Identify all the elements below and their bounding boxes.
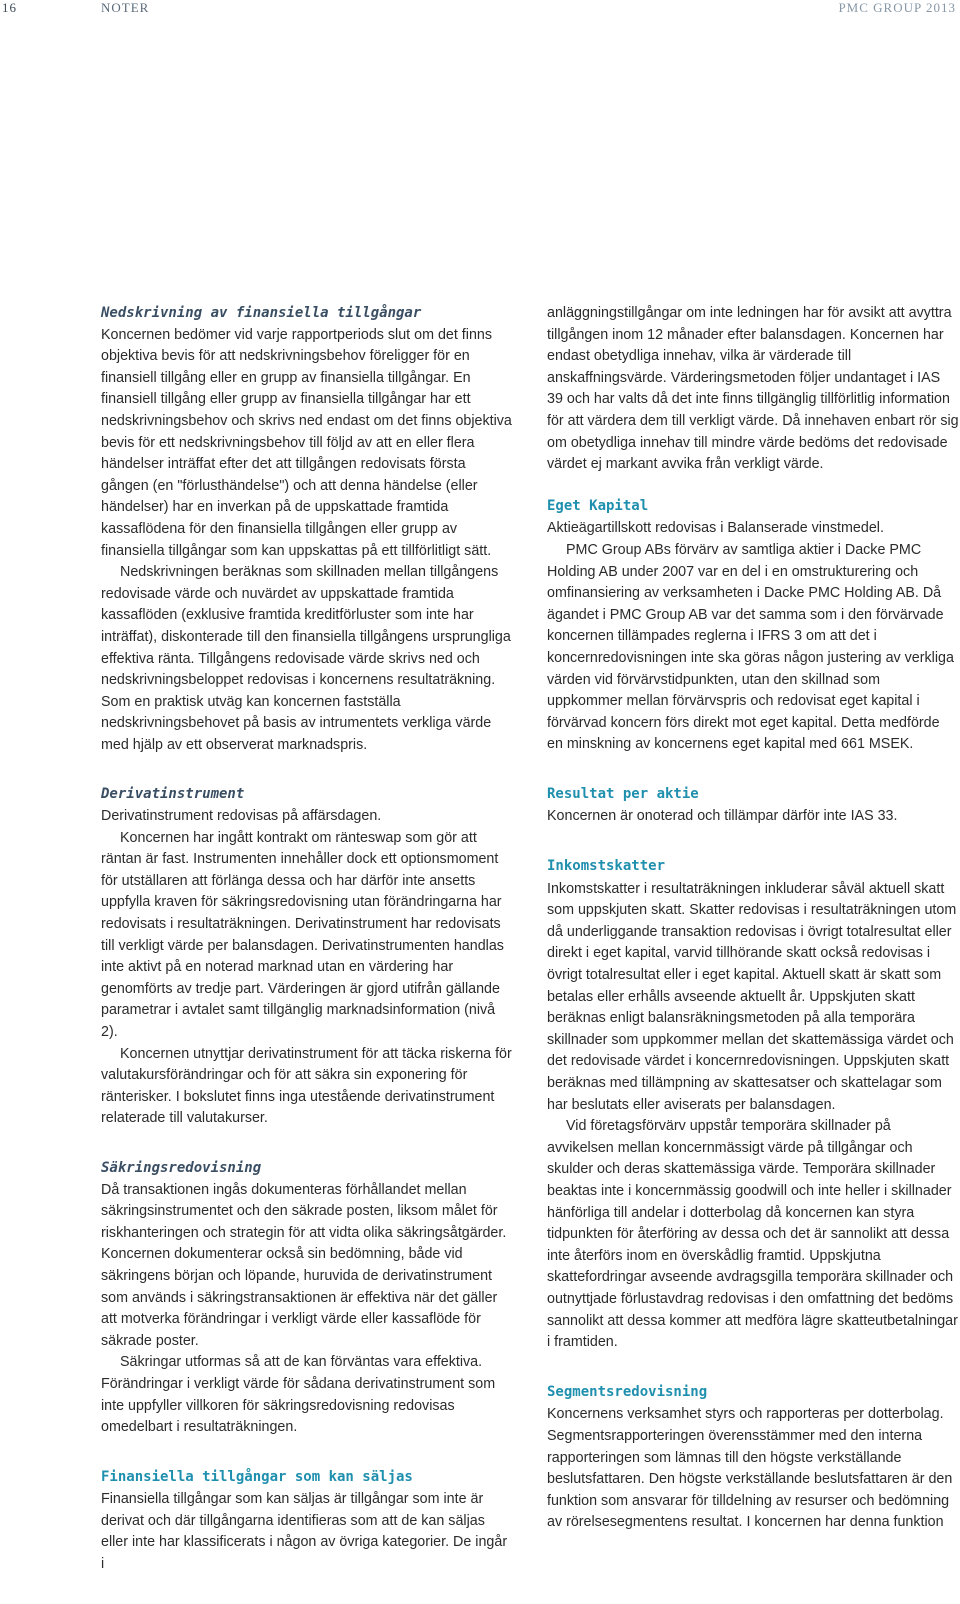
paragraph: Koncernen bedömer vid varje rapportperiods slut om det finns objektiva bevis för att nedskrivningsbehov föreligger för en finansiell tillgång eller en grupp av finansiella tillgångar. En finansiell tillgång eller grupp av finansiella tillgångar har ett nedskrivningsbehov och skrivs ned endast om det finns objektiva bevis för ett nedskrivningsbehov till följd av att en eller flera händelser inträffat efter det att tillgången redovisats första gången (en "förlusthändelse") och att denna händelse (eller händelser) har en inverkan på de uppskattade framtida kassaflödena för den finansiella tillgången eller grupp av finansiella tillgångar som kan uppskattas på ett tillförlitligt sätt.: [101, 326, 512, 559]
section-heading: Resultat per aktie: [547, 785, 699, 802]
paragraph: Finansiella tillgångar som kan säljas är tillgångar som inte är derivat och där tillgångarna identifieras som att de kan säljas eller inte har klassificerats i någon av övriga kategorier. De ingår i: [101, 1491, 508, 1573]
paragraph: Koncernen har ingått kontrakt om ränteswap som gör att räntan är fast. Instrumenten innehåller dock ett optionsmoment för utställaren att förlänga dessa och har därför inte ansetts uppfylla kraven för säkringsredovisning utan förändringarna har redovisats i resultaträkningen. Derivatinstrument har redovisats till verkligt värde per balansdagen. Derivatinstrumenten handlas inte aktivt på en noterad marknad utan en värdering har genomförts av tredje part. Värderingen är gjord utifrån gällande parametrar i avtalet samt tillgänglig marknadsinformation (nivå 2).: [101, 829, 504, 1040]
section-derivatives: [101, 784, 513, 1130]
paragraph: Då transaktionen ingås dokumenteras förhållandet mellan säkringsinstrumentet och den säkrade posten, liksom målet för riskhanteringen och strategin för att vidta olika säkringsåtgärder. Koncernen dokumenterar också sin bedömning, både vid säkringens början och löpande, huruvida de derivatinstrument som används i säkringstransaktionen är effektiva när det gäller att motverka förändringar i verkligt värde eller kassaflöde för säkrade poster.: [101, 1181, 507, 1349]
section-impairment: [101, 303, 513, 756]
paragraph: Koncernen utnyttjar derivatinstrument för att täcka riskerna för valutakursförändringar och för att säkra sin exponering för ränterisker. I bokslutet finns inga utestående derivatinstrument relaterade till valutakurser.: [101, 1045, 512, 1127]
paragraph: Vid företagsförvärv uppstår temporära skillnader på avvikelsen mellan koncernmässigt värde på tillgångar och skulder och deras skattemässiga värde. Temporära skillnader beaktas inte i koncernmässig goodwill och inte heller i skillnader hänförliga till andelar i dotterbolag då koncernen kan styra tidpunkten för återföring av dessa och det är sannolikt att dessa inte återförs inom en överskådlig framtid. Uppskjutna skattefordringar avseende avdragsgilla temporära skillnader och outnyttjade förlustavdrag redovisas i den omfattning det bedöms sannolikt att dessa kommer att medföra lägre skatteutbetalningar i framtiden.: [547, 1118, 958, 1351]
publication-title: PMC GROUP 2013: [838, 0, 956, 15]
section-earnings-per-share: [547, 784, 959, 828]
right-column: [547, 303, 959, 1562]
section-equity: [547, 496, 959, 756]
left-column: [101, 303, 513, 1604]
page-number: 16: [2, 0, 17, 15]
section-heading: Finansiella tillgångar som kan säljas: [101, 1468, 413, 1485]
paragraph: Nedskrivningen beräknas som skillnaden mellan tillgångens redovisade värde och nuvärdet av uppskattade framtida kassaflöden (exklusive framtida kreditförluster som inte har inträffat), diskonterade till den finansiella tillgångens ursprungliga effektiva ränta. Tillgångens redovisade värde skrivs ned och nedskrivningsbeloppet redovisas i koncernens resultaträkning. Som en praktisk utväg kan koncernen fastställa nedskrivningsbehovet på basis av intrumentets verkliga värde med hjälp av ett observerat marknadspris.: [101, 564, 511, 753]
paragraph: Aktieägartillskott redovisas i Balanserade vinstmedel.: [547, 520, 884, 537]
paragraph: PMC Group ABs förvärv av samtliga aktier i Dacke PMC Holding AB under 2007 var en del i en omstrukturering och omfinansiering av verksamheten i Dacke PMC Holding AB. Då ägandet i PMC Group AB var det samma som i den förvärvade koncernen tillämpades reglerna i IFRS 3 om att det i koncernredovisningen inte ska göras någon justering av verkliga värden vid förvärvstidpunkten, utan den skillnad som uppkommer mellan förvärvspris och redovisat eget kapital i förvärvad koncern förs direkt mot eget kapital. Detta medförde en minskning av koncernens eget kapital med 661 MSEK.: [547, 541, 954, 753]
running-header: [0, 0, 960, 14]
section-heading: Inkomstskatter: [547, 858, 666, 875]
paragraph: Koncernen är onoterad och tillämpar därför inte IAS 33.: [547, 808, 898, 825]
section-segment-reporting: [547, 1382, 959, 1534]
section-heading: Nedskrivning av finansiella tillgångar: [101, 305, 422, 321]
section-heading: Segmentsredovisning: [547, 1383, 708, 1400]
section-income-taxes: [547, 856, 959, 1354]
paragraph: Derivatinstrument redovisas på affärsdagen.: [101, 808, 382, 825]
section-heading: Eget Kapital: [547, 497, 649, 514]
section-name: NOTER: [101, 0, 150, 15]
paragraph: anläggningstillgångar om inte ledningen har för avsikt att avyttra tillgången inom 12 månader efter balansdagen. Koncernen har endast obetydliga innehav, vilka är värderade till anskaffningsvärde. Värderingsmetoden följer undantaget i IAS 39 och har valts då det inte finns tillgänglig tillförlitlig information för att värdera dem till verkligt värde. Då innehaven enbart rör sig om obetydliga innehav till mindre värde bedöms det redovisade värdet ej markant avvika från verkligt värde.: [547, 305, 959, 473]
section-heading: Derivatinstrument: [101, 786, 245, 803]
paragraph: Inkomstskatter i resultaträkningen inkluderar såväl aktuell skatt som uppskjuten skatt. Skatter redovisas i resultaträkningen utom då underliggande transaktion redovisas i övrigt totalresultat eller direkt i eget kapital, varvid tillhörande skatt också redovisas i övrigt totalresultat eller i eget kapital. Aktuell skatt är skatt som betalas eller erhålls avseende aktuellt år. Uppskjuten skatt beräknas enligt balansräkningsmetoden på alla temporära skillnader som uppkommer mellan det skattemässiga värdet och det redovisade värdet i koncernredovisningen. Uppskjuten skatt beräknas med tillämpning av skattesatser och skattelagar som har beslutats eller aviserats per balansdagen.: [547, 880, 957, 1113]
section-available-for-sale: [101, 1467, 513, 1576]
section-heading: Säkringsredovisning: [101, 1159, 262, 1176]
paragraph: Koncernens verksamhet styrs och rapporteras per dotterbolag. Segmentsrapporteringen överensstämmer med den interna rapporteringen som lämnas till den högste verkställande beslutsfattaren. Den högste verkställande beslutsfattaren är den funktion som ansvarar för tilldelning av resurser och bedömning av rörelsesegmentens resultat. I koncernen har denna funktion: [547, 1406, 953, 1531]
paragraph: Säkringar utformas så att de kan förväntas vara effektiva. Förändringar i verkligt värde för sådana derivatinstrument som inte uppfyller villkoren för säkringsredovisning redovisas omedelbart i resultaträkningen.: [101, 1354, 496, 1436]
section-hedge-accounting: [101, 1158, 513, 1439]
section-continued: [547, 303, 959, 476]
